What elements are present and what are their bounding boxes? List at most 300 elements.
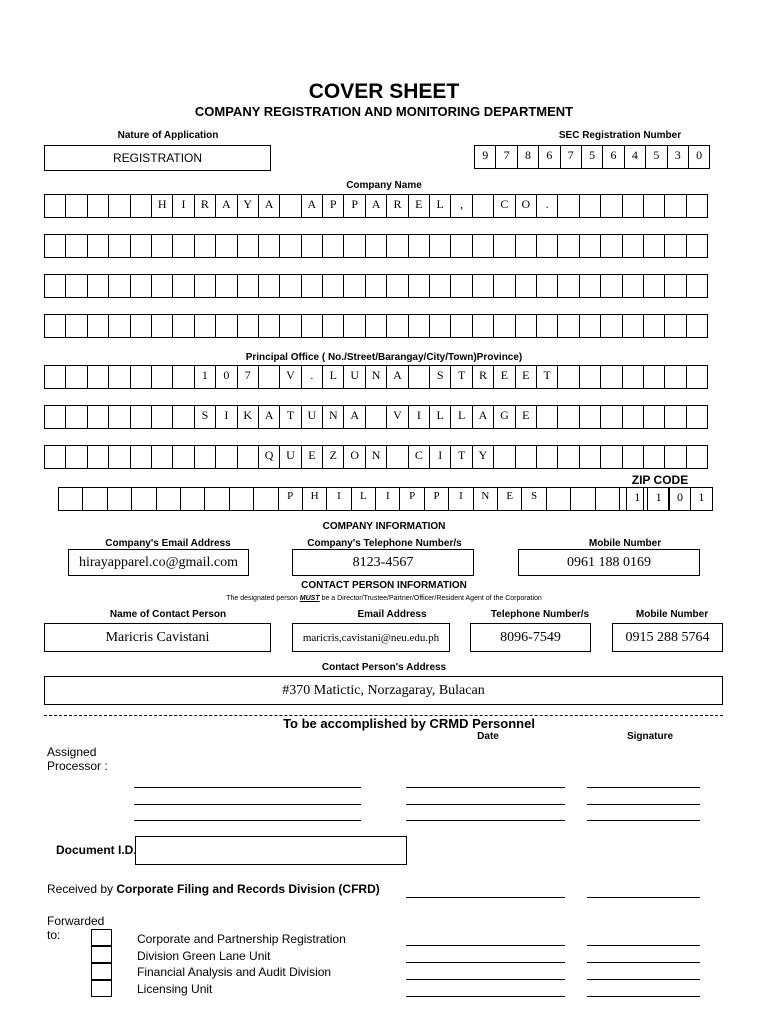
office-char-cell[interactable]	[172, 445, 194, 469]
company-name-char-cell[interactable]	[579, 234, 601, 258]
office-char-cell[interactable]: N	[322, 405, 344, 429]
country-char-cell[interactable]	[156, 487, 181, 511]
company-name-char-cell[interactable]	[622, 274, 644, 298]
company-name-char-cell[interactable]	[472, 314, 494, 338]
country-char-cell[interactable]: P	[399, 487, 424, 511]
office-char-cell[interactable]	[643, 405, 665, 429]
sec-digit-cell[interactable]: 9	[474, 145, 496, 169]
office-char-cell[interactable]: E	[515, 405, 537, 429]
company-name-char-cell[interactable]	[493, 274, 515, 298]
company-name-char-cell[interactable]	[643, 274, 665, 298]
company-name-char-cell[interactable]	[600, 194, 622, 218]
company-name-char-cell[interactable]	[579, 194, 601, 218]
office-char-cell[interactable]	[65, 405, 87, 429]
company-name-char-cell[interactable]	[600, 274, 622, 298]
office-char-cell[interactable]	[622, 405, 644, 429]
company-name-char-cell[interactable]	[194, 314, 216, 338]
contact-name-field[interactable]	[44, 623, 271, 652]
country-char-cell[interactable]: L	[351, 487, 376, 511]
company-name-char-cell[interactable]	[515, 234, 537, 258]
office-char-cell[interactable]	[365, 405, 387, 429]
processor-signature-line-2[interactable]	[587, 804, 700, 805]
company-name-char-cell[interactable]: E	[408, 194, 430, 218]
zip-code-grid[interactable]	[626, 487, 713, 511]
office-char-cell[interactable]: R	[472, 365, 494, 389]
office-char-cell[interactable]: E	[515, 365, 537, 389]
company-name-char-cell[interactable]	[386, 314, 408, 338]
office-char-cell[interactable]	[151, 405, 173, 429]
forward-signature-line-4[interactable]	[587, 996, 700, 997]
office-char-cell[interactable]	[130, 405, 152, 429]
country-char-cell[interactable]: P	[424, 487, 449, 511]
company-name-char-cell[interactable]	[557, 274, 579, 298]
office-char-cell[interactable]: 7	[237, 365, 259, 389]
processor-date-line-2[interactable]	[406, 804, 565, 805]
country-char-cell[interactable]: E	[497, 487, 522, 511]
country-char-cell[interactable]: H	[302, 487, 327, 511]
company-name-char-cell[interactable]	[557, 194, 579, 218]
office-char-cell[interactable]	[579, 405, 601, 429]
office-char-cell[interactable]	[600, 445, 622, 469]
forward-date-line-4[interactable]	[406, 996, 565, 997]
office-char-cell[interactable]	[557, 445, 579, 469]
forward-date-line-3[interactable]	[406, 979, 565, 980]
company-name-char-cell[interactable]	[622, 194, 644, 218]
office-char-cell[interactable]: E	[493, 365, 515, 389]
company-name-char-cell[interactable]	[130, 194, 152, 218]
contact-email-field[interactable]	[292, 623, 450, 652]
country-char-cell[interactable]: S	[521, 487, 546, 511]
company-name-char-cell[interactable]	[472, 194, 494, 218]
company-name-char-cell[interactable]	[322, 274, 344, 298]
office-char-cell[interactable]: T	[450, 445, 472, 469]
company-name-char-cell[interactable]	[365, 274, 387, 298]
office-char-cell[interactable]: N	[365, 365, 387, 389]
company-name-char-cell[interactable]	[279, 274, 301, 298]
office-char-cell[interactable]: A	[258, 405, 280, 429]
forward-date-line-1[interactable]	[406, 945, 565, 946]
processor-line-3[interactable]	[134, 820, 361, 821]
company-name-char-cell[interactable]	[664, 194, 686, 218]
office-char-cell[interactable]	[172, 365, 194, 389]
office-char-cell[interactable]	[664, 445, 686, 469]
zip-digit-cell[interactable]: 1	[626, 487, 648, 511]
company-name-char-cell[interactable]: R	[386, 194, 408, 218]
company-name-char-cell[interactable]	[87, 194, 109, 218]
country-char-cell[interactable]	[58, 487, 83, 511]
office-char-cell[interactable]: N	[365, 445, 387, 469]
company-name-char-cell[interactable]	[258, 314, 280, 338]
company-name-char-cell[interactable]: H	[151, 194, 173, 218]
company-name-char-cell[interactable]	[65, 314, 87, 338]
received-date-line[interactable]	[406, 897, 565, 898]
office-char-cell[interactable]: 0	[215, 365, 237, 389]
office-char-cell[interactable]: L	[429, 405, 451, 429]
company-name-char-cell[interactable]	[664, 274, 686, 298]
sec-digit-cell[interactable]: 6	[538, 145, 560, 169]
country-char-cell[interactable]: I	[326, 487, 351, 511]
company-name-char-cell[interactable]	[557, 314, 579, 338]
contact-address-field[interactable]	[44, 676, 723, 705]
processor-signature-line-3[interactable]	[587, 820, 700, 821]
company-name-char-cell[interactable]	[172, 274, 194, 298]
company-name-char-cell[interactable]	[301, 274, 323, 298]
office-char-cell[interactable]: O	[343, 445, 365, 469]
office-char-cell[interactable]	[194, 445, 216, 469]
processor-line-2[interactable]	[134, 804, 361, 805]
company-name-char-cell[interactable]: ,	[450, 194, 472, 218]
company-name-char-cell[interactable]	[301, 314, 323, 338]
company-name-char-cell[interactable]	[450, 274, 472, 298]
company-name-char-cell[interactable]: R	[194, 194, 216, 218]
company-name-char-cell[interactable]	[536, 314, 558, 338]
contact-mobile-field[interactable]	[612, 623, 723, 652]
sec-digit-cell[interactable]: 5	[645, 145, 667, 169]
sec-digit-cell[interactable]: 7	[560, 145, 582, 169]
office-char-cell[interactable]	[108, 445, 130, 469]
company-name-char-cell[interactable]	[130, 234, 152, 258]
country-char-cell[interactable]	[204, 487, 229, 511]
office-char-cell[interactable]	[686, 405, 708, 429]
office-char-cell[interactable]: K	[237, 405, 259, 429]
office-char-cell[interactable]: E	[301, 445, 323, 469]
company-name-char-cell[interactable]	[343, 234, 365, 258]
company-mobile-field[interactable]	[518, 549, 700, 576]
office-char-cell[interactable]	[664, 365, 686, 389]
company-name-char-cell[interactable]	[108, 314, 130, 338]
company-name-char-cell[interactable]	[643, 314, 665, 338]
country-char-cell[interactable]: I	[375, 487, 400, 511]
forward-checkbox-4[interactable]	[91, 980, 112, 997]
office-char-cell[interactable]	[579, 365, 601, 389]
company-name-row[interactable]	[44, 314, 708, 338]
company-name-char-cell[interactable]	[557, 234, 579, 258]
forward-date-line-2[interactable]	[406, 962, 565, 963]
country-char-cell[interactable]: N	[473, 487, 498, 511]
company-name-char-cell[interactable]	[237, 274, 259, 298]
company-name-char-cell[interactable]	[686, 234, 708, 258]
office-char-cell[interactable]: G	[493, 405, 515, 429]
country-char-cell[interactable]: P	[278, 487, 303, 511]
company-name-char-cell[interactable]	[65, 234, 87, 258]
office-char-cell[interactable]	[622, 365, 644, 389]
company-name-grids[interactable]	[44, 194, 708, 354]
company-name-char-cell[interactable]	[643, 234, 665, 258]
office-char-cell[interactable]: T	[536, 365, 558, 389]
office-char-cell[interactable]: I	[215, 405, 237, 429]
company-name-char-cell[interactable]	[600, 314, 622, 338]
country-char-cell[interactable]	[82, 487, 107, 511]
company-name-char-cell[interactable]	[686, 274, 708, 298]
zip-digit-cell[interactable]: 0	[669, 487, 691, 511]
office-char-cell[interactable]	[536, 445, 558, 469]
zip-digit-cell[interactable]: 1	[647, 487, 669, 511]
company-name-char-cell[interactable]	[87, 314, 109, 338]
office-char-cell[interactable]: C	[408, 445, 430, 469]
company-name-char-cell[interactable]	[664, 314, 686, 338]
company-name-char-cell[interactable]	[408, 234, 430, 258]
company-name-char-cell[interactable]: P	[322, 194, 344, 218]
company-name-char-cell[interactable]	[215, 274, 237, 298]
office-char-cell[interactable]	[408, 365, 430, 389]
company-name-char-cell[interactable]	[215, 314, 237, 338]
company-name-row[interactable]	[44, 194, 708, 218]
principal-office-grids[interactable]	[44, 365, 708, 485]
office-char-cell[interactable]	[87, 365, 109, 389]
company-name-char-cell[interactable]	[493, 234, 515, 258]
company-name-char-cell[interactable]	[258, 274, 280, 298]
company-name-char-cell[interactable]	[429, 274, 451, 298]
company-name-char-cell[interactable]	[472, 234, 494, 258]
principal-office-row[interactable]	[44, 445, 708, 469]
office-char-cell[interactable]	[130, 365, 152, 389]
office-char-cell[interactable]: T	[279, 405, 301, 429]
office-char-cell[interactable]: U	[279, 445, 301, 469]
office-char-cell[interactable]	[515, 445, 537, 469]
principal-office-row[interactable]	[44, 405, 708, 429]
sec-number-grid[interactable]	[474, 145, 710, 169]
company-name-char-cell[interactable]: L	[429, 194, 451, 218]
office-char-cell[interactable]	[686, 365, 708, 389]
office-char-cell[interactable]: Q	[258, 445, 280, 469]
sec-digit-cell[interactable]: 3	[667, 145, 689, 169]
office-char-cell[interactable]	[172, 405, 194, 429]
company-name-char-cell[interactable]	[258, 234, 280, 258]
company-name-char-cell[interactable]	[108, 234, 130, 258]
company-phone-field[interactable]	[292, 549, 474, 576]
company-name-char-cell[interactable]	[643, 194, 665, 218]
office-char-cell[interactable]	[108, 365, 130, 389]
office-char-cell[interactable]	[44, 365, 66, 389]
zip-digit-cell[interactable]: 1	[690, 487, 712, 511]
company-name-char-cell[interactable]	[151, 314, 173, 338]
processor-date-line-3[interactable]	[406, 820, 565, 821]
sec-digit-cell[interactable]: 5	[581, 145, 603, 169]
company-name-char-cell[interactable]	[343, 314, 365, 338]
office-char-cell[interactable]	[493, 445, 515, 469]
company-name-char-cell[interactable]: A	[258, 194, 280, 218]
company-name-char-cell[interactable]: Y	[237, 194, 259, 218]
company-name-char-cell[interactable]	[237, 234, 259, 258]
forward-signature-line-2[interactable]	[587, 962, 700, 963]
company-name-char-cell[interactable]	[472, 274, 494, 298]
sec-digit-cell[interactable]: 4	[624, 145, 646, 169]
office-char-cell[interactable]	[258, 365, 280, 389]
company-name-char-cell[interactable]	[130, 314, 152, 338]
company-name-char-cell[interactable]	[194, 274, 216, 298]
office-char-cell[interactable]	[579, 445, 601, 469]
company-name-char-cell[interactable]	[622, 314, 644, 338]
country-grid[interactable]	[58, 487, 669, 511]
company-name-char-cell[interactable]	[322, 234, 344, 258]
processor-signature-line-1[interactable]	[587, 787, 700, 788]
company-name-char-cell[interactable]	[130, 274, 152, 298]
office-char-cell[interactable]	[87, 445, 109, 469]
company-name-char-cell[interactable]	[215, 234, 237, 258]
office-char-cell[interactable]: S	[429, 365, 451, 389]
company-name-char-cell[interactable]	[44, 194, 66, 218]
office-char-cell[interactable]	[130, 445, 152, 469]
company-name-char-cell[interactable]	[151, 274, 173, 298]
contact-phone-field[interactable]	[470, 623, 591, 652]
company-name-char-cell[interactable]	[172, 234, 194, 258]
office-char-cell[interactable]: V	[386, 405, 408, 429]
office-char-cell[interactable]	[536, 405, 558, 429]
country-char-cell[interactable]	[131, 487, 156, 511]
office-char-cell[interactable]: S	[194, 405, 216, 429]
office-char-cell[interactable]	[87, 405, 109, 429]
company-name-char-cell[interactable]: A	[301, 194, 323, 218]
office-char-cell[interactable]	[108, 405, 130, 429]
country-char-cell[interactable]	[253, 487, 278, 511]
company-name-char-cell[interactable]	[108, 194, 130, 218]
office-char-cell[interactable]	[44, 405, 66, 429]
office-char-cell[interactable]: I	[408, 405, 430, 429]
company-name-char-cell[interactable]: P	[343, 194, 365, 218]
company-name-char-cell[interactable]: I	[172, 194, 194, 218]
company-name-char-cell[interactable]	[579, 314, 601, 338]
company-name-char-cell[interactable]	[429, 314, 451, 338]
office-char-cell[interactable]: 1	[194, 365, 216, 389]
company-name-char-cell[interactable]	[686, 194, 708, 218]
processor-line-1[interactable]	[134, 787, 361, 788]
company-name-char-cell[interactable]	[172, 314, 194, 338]
company-name-char-cell[interactable]	[322, 314, 344, 338]
forward-checkbox-2[interactable]	[91, 946, 112, 963]
nature-field[interactable]	[44, 145, 271, 171]
office-char-cell[interactable]: L	[450, 405, 472, 429]
principal-office-row[interactable]	[44, 365, 708, 389]
company-name-char-cell[interactable]	[493, 314, 515, 338]
office-char-cell[interactable]	[65, 445, 87, 469]
company-name-char-cell[interactable]: A	[215, 194, 237, 218]
company-name-char-cell[interactable]	[343, 274, 365, 298]
office-char-cell[interactable]: V	[279, 365, 301, 389]
country-char-cell[interactable]	[570, 487, 595, 511]
office-char-cell[interactable]	[386, 445, 408, 469]
company-name-char-cell[interactable]	[365, 314, 387, 338]
company-name-char-cell[interactable]	[536, 274, 558, 298]
company-name-char-cell[interactable]	[450, 314, 472, 338]
company-name-char-cell[interactable]	[108, 274, 130, 298]
country-char-cell[interactable]	[595, 487, 620, 511]
company-name-char-cell[interactable]	[194, 234, 216, 258]
company-name-char-cell[interactable]	[44, 274, 66, 298]
office-char-cell[interactable]: A	[472, 405, 494, 429]
country-char-cell[interactable]	[229, 487, 254, 511]
office-char-cell[interactable]	[44, 445, 66, 469]
sec-digit-cell[interactable]: 7	[495, 145, 517, 169]
company-name-char-cell[interactable]	[408, 274, 430, 298]
office-char-cell[interactable]	[557, 365, 579, 389]
company-name-char-cell[interactable]: C	[493, 194, 515, 218]
company-name-char-cell[interactable]	[386, 234, 408, 258]
office-char-cell[interactable]	[237, 445, 259, 469]
company-name-char-cell[interactable]	[365, 234, 387, 258]
office-char-cell[interactable]: L	[322, 365, 344, 389]
office-char-cell[interactable]	[600, 365, 622, 389]
country-char-cell[interactable]	[546, 487, 571, 511]
country-char-cell[interactable]	[180, 487, 205, 511]
company-name-char-cell[interactable]	[429, 234, 451, 258]
office-char-cell[interactable]: I	[429, 445, 451, 469]
company-name-row[interactable]	[44, 274, 708, 298]
company-name-char-cell[interactable]	[279, 314, 301, 338]
office-char-cell[interactable]: .	[301, 365, 323, 389]
company-name-char-cell[interactable]: .	[536, 194, 558, 218]
received-signature-line[interactable]	[587, 897, 700, 898]
company-name-char-cell[interactable]	[279, 194, 301, 218]
forward-signature-line-1[interactable]	[587, 945, 700, 946]
office-char-cell[interactable]	[557, 405, 579, 429]
sec-digit-cell[interactable]: 8	[517, 145, 539, 169]
company-name-char-cell[interactable]	[386, 274, 408, 298]
office-char-cell[interactable]: Y	[472, 445, 494, 469]
office-char-cell[interactable]: U	[343, 365, 365, 389]
company-name-char-cell[interactable]	[686, 314, 708, 338]
country-char-cell[interactable]	[107, 487, 132, 511]
document-id-field[interactable]	[135, 836, 407, 865]
office-char-cell[interactable]	[65, 365, 87, 389]
office-char-cell[interactable]: U	[301, 405, 323, 429]
company-name-char-cell[interactable]	[622, 234, 644, 258]
company-name-char-cell[interactable]	[87, 234, 109, 258]
company-name-char-cell[interactable]	[151, 234, 173, 258]
country-char-cell[interactable]: I	[448, 487, 473, 511]
forward-checkbox-1[interactable]	[91, 929, 112, 946]
office-char-cell[interactable]	[643, 365, 665, 389]
company-name-row[interactable]	[44, 234, 708, 258]
office-char-cell[interactable]	[600, 405, 622, 429]
office-char-cell[interactable]	[622, 445, 644, 469]
office-char-cell[interactable]	[643, 445, 665, 469]
sec-digit-cell[interactable]: 0	[688, 145, 710, 169]
processor-date-line-1[interactable]	[406, 787, 565, 788]
office-char-cell[interactable]	[151, 445, 173, 469]
forward-signature-line-3[interactable]	[587, 979, 700, 980]
sec-digit-cell[interactable]: 6	[602, 145, 624, 169]
company-name-char-cell[interactable]: O	[515, 194, 537, 218]
company-name-char-cell[interactable]	[44, 314, 66, 338]
company-name-char-cell[interactable]	[600, 234, 622, 258]
office-char-cell[interactable]: A	[386, 365, 408, 389]
forward-checkbox-3[interactable]	[91, 963, 112, 980]
company-name-char-cell[interactable]	[65, 194, 87, 218]
company-name-char-cell[interactable]	[515, 274, 537, 298]
company-name-char-cell[interactable]	[536, 234, 558, 258]
company-name-char-cell[interactable]	[408, 314, 430, 338]
office-char-cell[interactable]: Z	[322, 445, 344, 469]
office-char-cell[interactable]	[215, 445, 237, 469]
company-name-char-cell[interactable]	[237, 314, 259, 338]
company-name-char-cell[interactable]	[87, 274, 109, 298]
office-char-cell[interactable]	[151, 365, 173, 389]
company-name-char-cell[interactable]	[579, 274, 601, 298]
company-name-char-cell[interactable]	[279, 234, 301, 258]
company-name-char-cell[interactable]	[44, 234, 66, 258]
company-name-char-cell[interactable]	[664, 234, 686, 258]
company-name-char-cell[interactable]	[65, 274, 87, 298]
company-name-char-cell[interactable]: A	[365, 194, 387, 218]
office-char-cell[interactable]: A	[343, 405, 365, 429]
office-char-cell[interactable]	[686, 445, 708, 469]
company-name-char-cell[interactable]	[450, 234, 472, 258]
office-char-cell[interactable]	[664, 405, 686, 429]
company-email-field[interactable]	[68, 549, 249, 576]
office-char-cell[interactable]: T	[450, 365, 472, 389]
company-name-char-cell[interactable]	[515, 314, 537, 338]
company-name-char-cell[interactable]	[301, 234, 323, 258]
